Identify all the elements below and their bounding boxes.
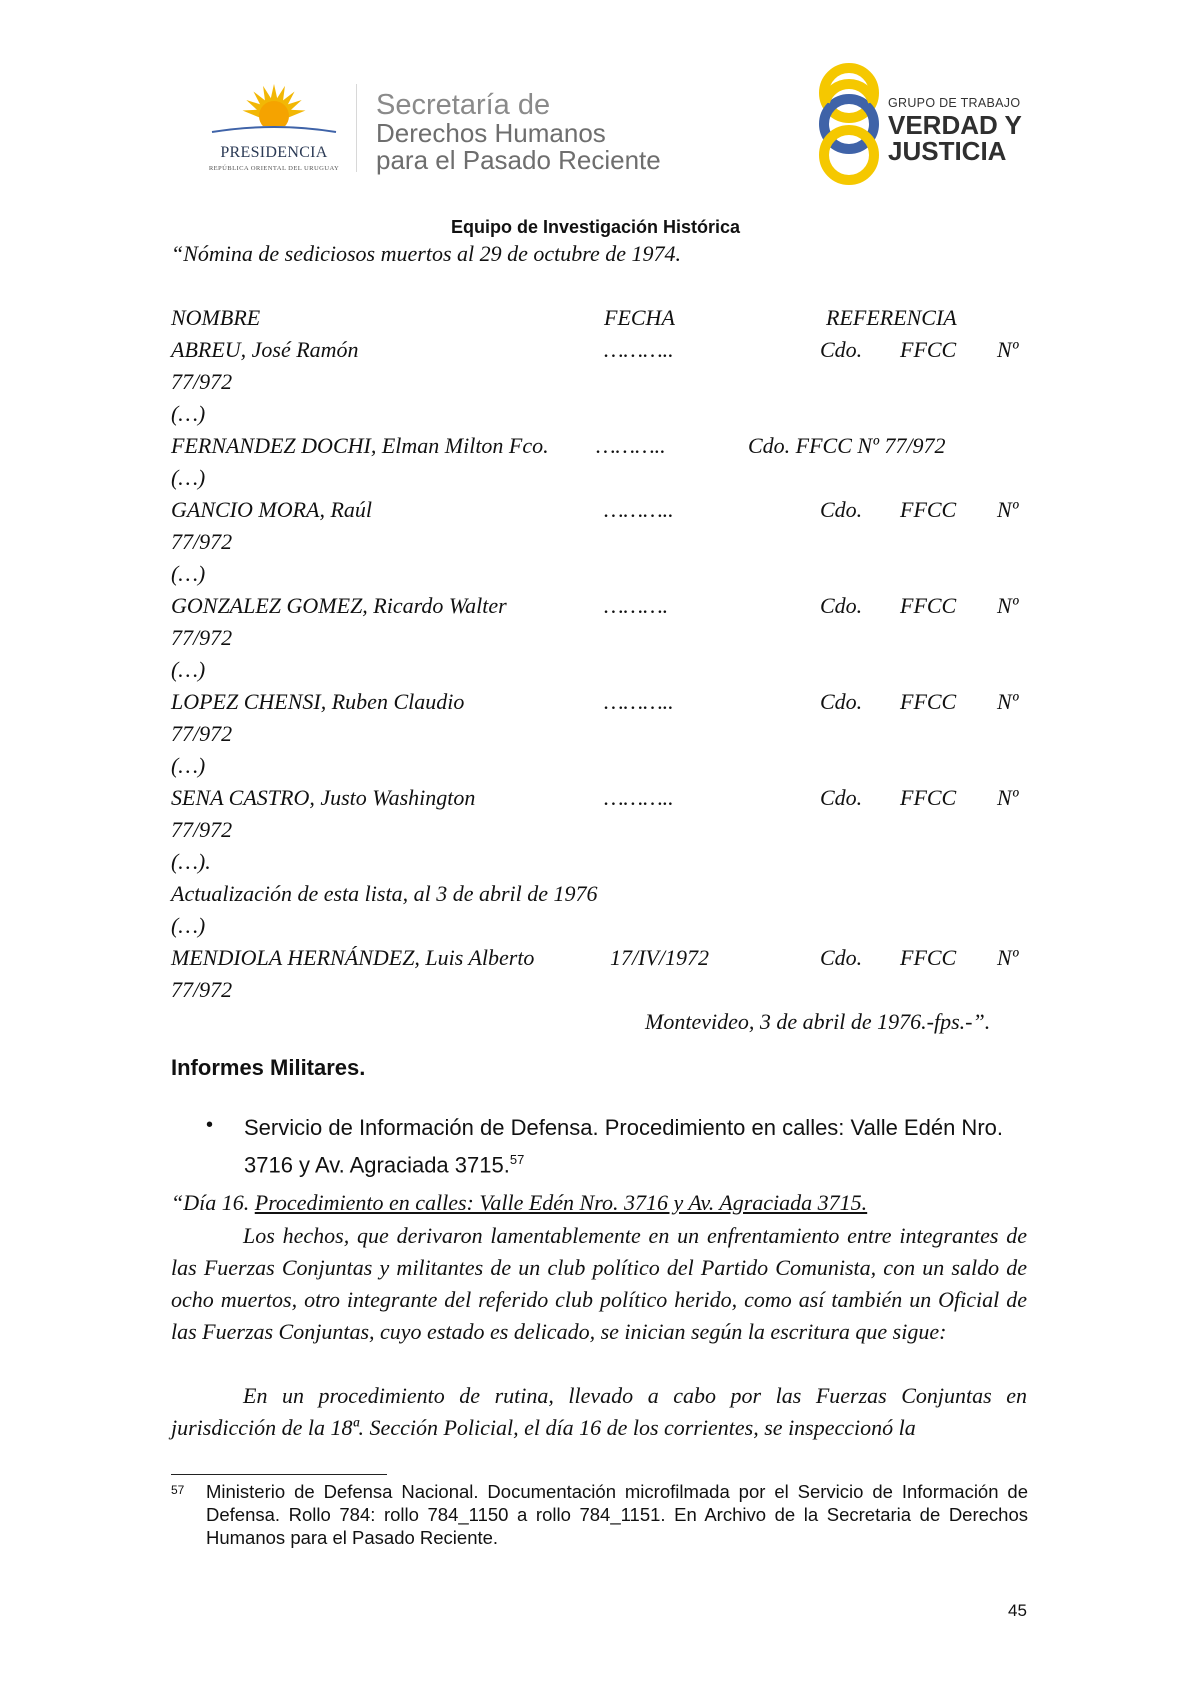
entry-ffcc: FFCC — [900, 689, 957, 714]
entry-fecha: 17/IV/1972 — [610, 945, 709, 970]
entry-cdo: Cdo. — [820, 945, 863, 970]
paragraph-1-text: Los hechos, que derivaron lamentablemente en un enfrentamiento entre integrantes de las Fuerzas Conjuntas y militantes de un club político del Partido Comunista, con un saldo de ocho muertos, otro integrante del referido club político herido, como así también un Oficial de las Fuerzas Conjuntas, cuyo estado es delicado, se inician según la escritura que sigue: — [171, 1223, 1027, 1344]
entry-num: 77/972 — [171, 721, 233, 746]
entry-no: Nº — [997, 689, 1019, 714]
secretaria-line2: Derechos Humanos — [376, 118, 606, 148]
republica-text: REPÚBLICA ORIENTAL DEL URUGUAY — [208, 165, 340, 172]
ellipsis: (…). — [171, 849, 211, 874]
verdad-justicia-logo — [816, 62, 1026, 186]
footnote-ref: 57 — [509, 1152, 525, 1167]
grupo-text: GRUPO DE TRABAJO — [888, 96, 1021, 110]
dia-prefix: “Día 16. — [171, 1190, 250, 1215]
ellipsis: (…) — [171, 465, 206, 490]
entry-no: Nº — [997, 337, 1019, 362]
ellipsis: (…) — [171, 657, 206, 682]
paragraph-2 — [171, 1380, 1027, 1444]
header-referencia: REFERENCIA — [826, 305, 957, 330]
closing-text: Montevideo, 3 de abril de 1976.-fps.-”. — [645, 1009, 991, 1034]
entry-no: Nº — [997, 785, 1019, 810]
entry-name: GANCIO MORA, Raúl — [171, 497, 373, 522]
team-title: Equipo de Investigación Histórica — [450, 217, 741, 237]
footnote-rule — [171, 1474, 387, 1475]
entry-fecha: ……….. — [604, 689, 674, 714]
entry-ref: Cdo. FFCC Nº 77/972 — [748, 433, 946, 458]
entry-fecha: ……….. — [596, 433, 666, 458]
page-number: 45 — [1008, 1601, 1027, 1620]
verdad-text: VERDAD Y — [888, 110, 1022, 140]
entry-cdo: Cdo. — [820, 689, 863, 714]
entry-ffcc: FFCC — [900, 337, 957, 362]
bullet-item — [244, 1112, 1028, 1181]
entry-ffcc: FFCC — [900, 785, 957, 810]
entry-fecha: ……….. — [604, 337, 674, 362]
ellipsis: (…) — [171, 401, 206, 426]
entry-fecha: ………. — [604, 593, 669, 618]
header-nombre: NOMBRE — [171, 305, 261, 330]
entry-cdo: Cdo. — [820, 497, 863, 522]
entry-no: Nº — [997, 945, 1019, 970]
header-divider — [356, 84, 357, 172]
nomina-title: “Nómina de sediciosos muertos al 29 de octubre de 1974. — [171, 241, 682, 266]
dia-underlined: Procedimiento en calles: Valle Edén Nro. 3716 y Av. Agraciada 3715. — [254, 1190, 868, 1215]
entry-cdo: Cdo. — [820, 337, 863, 362]
entry-no: Nº — [997, 497, 1019, 522]
presidencia-logo — [196, 82, 352, 174]
entry-num: 77/972 — [171, 977, 233, 1002]
bullet-text: Servicio de Información de Defensa. Procedimiento en calles: Valle Edén Nro. 3716 y Av. Agraciada 3715. — [244, 1115, 1003, 1178]
ellipsis: (…) — [171, 913, 206, 938]
entry-name: GONZALEZ GOMEZ, Ricardo Walter — [171, 593, 507, 618]
entry-cdo: Cdo. — [820, 593, 863, 618]
entry-no: Nº — [997, 593, 1019, 618]
rings-icon — [816, 62, 886, 186]
entry-num: 77/972 — [171, 625, 233, 650]
entry-name: SENA CASTRO, Justo Washington — [171, 785, 476, 810]
header-fecha: FECHA — [604, 305, 675, 330]
bullet-icon: • — [206, 1114, 214, 1136]
footnote-number: 57 — [171, 1483, 185, 1497]
secretaria-line3: para el Pasado Reciente — [376, 145, 661, 175]
ellipsis: (…) — [171, 753, 206, 778]
dia-heading — [171, 1190, 867, 1216]
paragraph-2-text: En un procedimiento de rutina, llevado a cabo por las Fuerzas Conjuntas en jurisdicción de la 18ª. Sección Policial, el día 16 de los corrientes, se inspeccionó la — [171, 1383, 1027, 1440]
section-heading: Informes Militares. — [171, 1055, 366, 1080]
entry-fecha: ……….. — [604, 497, 674, 522]
entry-name: ABREU, José Ramón — [171, 337, 359, 362]
actualizacion-text: Actualización de esta lista, al 3 de abril de 1976 — [171, 881, 598, 906]
presidencia-text: PRESIDENCIA — [220, 144, 328, 161]
entry-name: FERNANDEZ DOCHI, Elman Milton Fco. — [171, 433, 549, 458]
sun-icon — [196, 82, 352, 146]
entry-num: 77/972 — [171, 817, 233, 842]
entry-ffcc: FFCC — [900, 945, 957, 970]
secretaria-line1: Secretaría de — [376, 89, 551, 121]
entry-cdo: Cdo. — [820, 785, 863, 810]
entry-name: LOPEZ CHENSI, Ruben Claudio — [171, 689, 465, 714]
justicia-text: JUSTICIA — [888, 136, 1007, 166]
ellipsis: (…) — [171, 561, 206, 586]
entry-ffcc: FFCC — [900, 593, 957, 618]
entry-num: 77/972 — [171, 529, 233, 554]
entry-num: 77/972 — [171, 369, 233, 394]
paragraph-1 — [171, 1220, 1027, 1348]
entry-ffcc: FFCC — [900, 497, 957, 522]
secretaria-logo-text — [376, 90, 661, 174]
footnote-text: Ministerio de Defensa Nacional. Documentación microfilmada por el Servicio de Información de Defensa. Rollo 784: rollo 784_1150 a rollo 784_1151. En Archivo de la Secretaria de Derechos Humanos para el Pasado Reciente. — [206, 1481, 1028, 1548]
entry-name: MENDIOLA HERNÁNDEZ, Luis Alberto — [171, 945, 535, 970]
entry-fecha: ……….. — [604, 785, 674, 810]
